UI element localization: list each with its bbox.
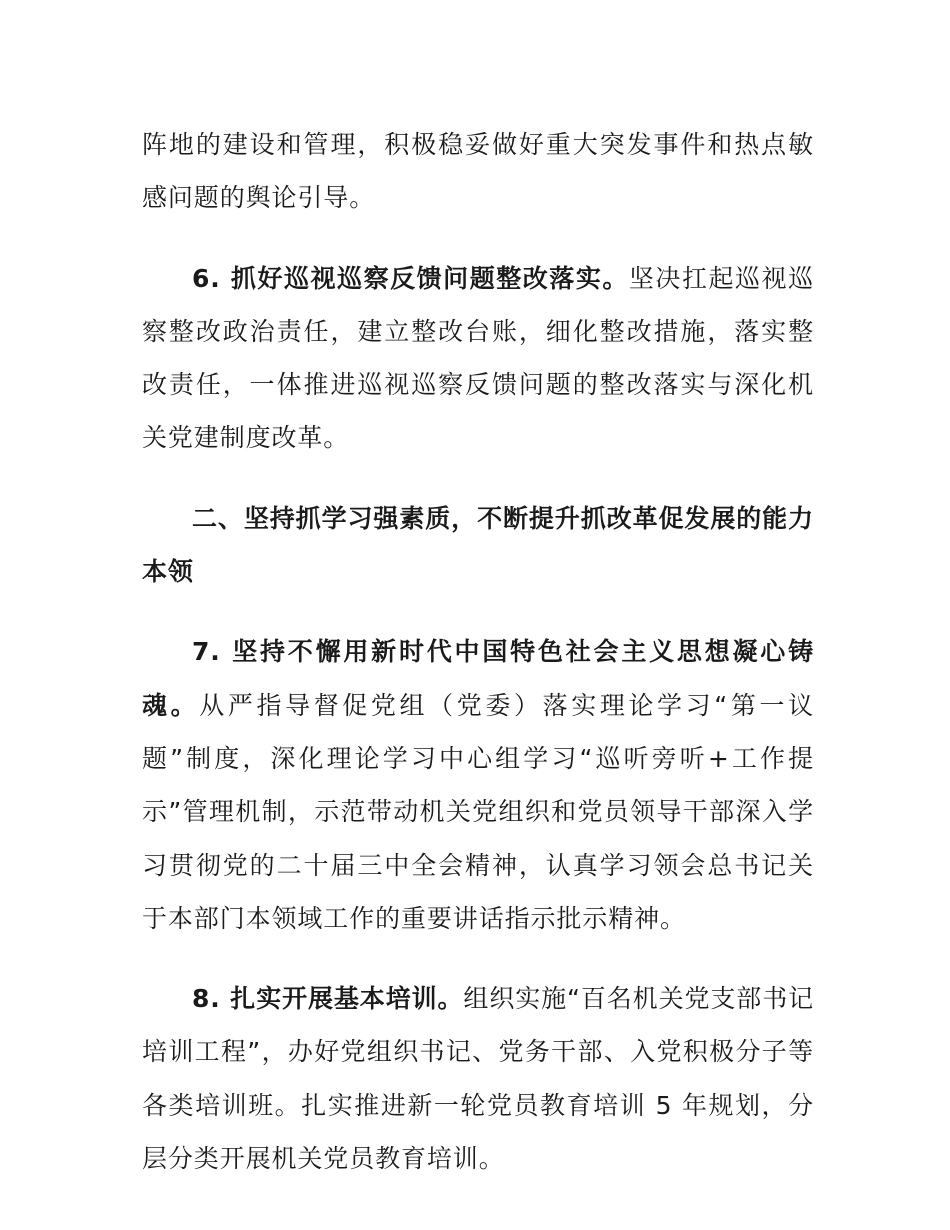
paragraph-item-7 bbox=[142, 625, 814, 945]
item-8-title: 8. 扎实开展基本培训。 bbox=[192, 984, 464, 1014]
item-7-title: 7. 坚持不懈用新时代中国特色社会主义思想凝心铸魂。 bbox=[142, 637, 814, 720]
paragraph-continuation: 阵地的建设和管理，积极稳妥做好重大突发事件和热点敏感问题的舆论引导。 bbox=[142, 130, 814, 213]
item-7-body: 从严指导督促党组（党委）落实理论学习“第一议题”制度，深化理论学习中心组学习“巡听旁听+工作提示”管理机制，示范带动机关党组织和党员领导干部深入学习贯彻党的二十届三中全会精神，认真学习领会总书记关于本部门本领域工作的重要讲话指示批示精神。 bbox=[142, 690, 814, 933]
item-6-title: 6. 抓好巡视巡察反馈问题整改落实。 bbox=[192, 263, 629, 293]
item-8-body: 组织实施“百名机关党支部书记培训工程”，办好党组织书记、党务干部、入党积极分子等各类培训班。扎实推进新一轮党员教育培训 5 年规划，分层分类开展机关党员教育培训。 bbox=[142, 984, 814, 1174]
document-body bbox=[142, 118, 814, 1185]
section-2-heading: 二、坚持抓学习强素质，不断提升抓改革促发展的能力本领 bbox=[142, 503, 814, 587]
item-6-body: 坚决扛起巡视巡察整改政治责任，建立整改台账，细化整改措施，落实整改责任，一体推进巡视巡察反馈问题的整改落实与深化机关党建制度改革。 bbox=[142, 263, 814, 453]
paragraph-item-6 bbox=[142, 252, 814, 465]
paragraph-item-8 bbox=[142, 972, 814, 1185]
